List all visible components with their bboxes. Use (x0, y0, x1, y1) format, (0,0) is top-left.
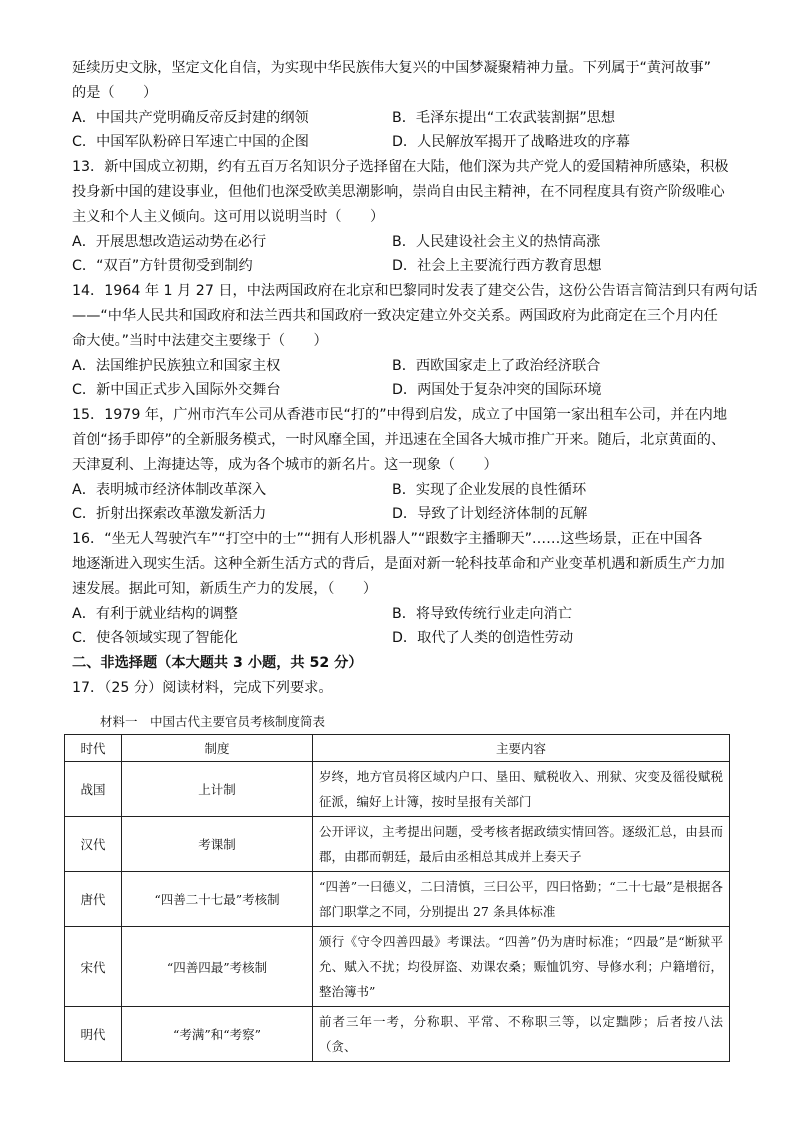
q12-options-row-1 (72, 106, 732, 131)
q13-option-c: C．“双百”方针贯彻受到制约 (72, 258, 253, 275)
cell-era: 明代 (65, 1007, 122, 1062)
q14-option-b: B．西欧国家走上了政治经济联合 (392, 357, 601, 374)
cell-system: “四善二十七最”考核制 (122, 872, 313, 927)
q13-option-d: D．社会上主要流行西方教育思想 (392, 258, 602, 275)
section-heading: 二、非选择题（本大题共 3 小题，共 52 分） (72, 655, 363, 672)
q16-stem-line-3: 速发展。据此可知，新质生产力的发展，（ ） (72, 580, 378, 597)
header-system: 制度 (122, 735, 313, 762)
q13-stem-line-2: 投身新中国的建设事业，但他们也深受欧美思潮影响，崇尚自由民主精神，在不同程度具有资产阶级唯心 (72, 183, 725, 200)
q12-option-b: B．毛泽东提出“工农武装割据”思想 (392, 109, 616, 126)
q16-option-c: C．使各领域实现了智能化 (72, 630, 238, 647)
q12-options-row-2 (72, 130, 732, 155)
q13-stem-line-3: 主义和个人主义倾向。这可用以说明当时（ ） (72, 208, 385, 225)
q13-stem-line-1: 13．新中国成立初期，约有五百万名知识分子选择留在大陆，他们深为共产党人的爱国精神所感染，积极 (72, 159, 729, 176)
q15-option-a: A．表明城市经济体制改革深入 (72, 481, 267, 498)
q14-option-a: A．法国维护民族独立和国家主权 (72, 357, 281, 374)
header-content: 主要内容 (313, 735, 730, 762)
cell-era: 汉代 (65, 817, 122, 872)
q13-option-a: A．开展思想改造运动势在必行 (72, 233, 267, 250)
cell-era: 宋代 (65, 927, 122, 1007)
q15-stem-line-1: 15．1979 年，广州市汽车公司从香港市民“打的”中得到启发，成立了中国第一家出租车公司，并在内地 (72, 407, 728, 424)
q16-stem-line-1: 16．“坐无人驾驶汽车”“打空中的士”“拥有人形机器人”“跟数字主播聊天”……这些场景，正在中国各 (72, 531, 703, 548)
q16-option-b: B．将导致传统行业走向消亡 (392, 605, 572, 622)
q13-option-b: B．人民建设社会主义的热情高涨 (392, 233, 601, 250)
cell-era: 唐代 (65, 872, 122, 927)
header-era: 时代 (65, 735, 122, 762)
q14-option-c: C．新中国正式步入国际外交舞台 (72, 382, 281, 399)
q15-stem-line-3: 天津夏利、上海捷达等，成为各个城市的新名片。这一现象（ ） (72, 456, 498, 473)
q14-stem-line-3: 命大使。”当时中法建交主要缘于（ ） (72, 332, 328, 349)
cell-system: 考课制 (122, 817, 313, 872)
q12-stem-line-2: 的是（ ） (72, 84, 158, 101)
q15-options-row-1 (72, 478, 732, 503)
table-row (65, 762, 730, 817)
question-page (72, 56, 758, 701)
cell-era: 战国 (65, 762, 122, 817)
q15-option-b: B．实现了企业发展的良性循环 (392, 481, 587, 498)
assessment-system-table (64, 734, 730, 1062)
q16-options-row-1 (72, 602, 732, 627)
cell-content: 公开评议，主考提出问题，受考核者据政绩实情回答。逐级汇总，由县而郡，由郡而朝廷，最后由丞相总其成并上奏天子 (313, 817, 730, 872)
q15-stem-line-2: 首创“扬手即停”的全新服务模式，一时风靡全国，并迅速在全国各大城市推广开来。随后，北京黄面的、 (72, 431, 726, 448)
table-row (65, 1007, 730, 1062)
q14-options-row-2 (72, 378, 732, 403)
table-header-row (65, 735, 730, 762)
q16-options-row-2 (72, 626, 732, 651)
q13-options-row-1 (72, 230, 732, 255)
cell-system: 上计制 (122, 762, 313, 817)
cell-system: “考满”和“考察” (122, 1007, 313, 1062)
q14-option-d: D．两国处于复杂冲突的国际环境 (392, 382, 602, 399)
q15-options-row-2 (72, 502, 732, 527)
cell-content: 颁行《守令四善四最》考课法。“四善”仍为唐时标准；“四最”是“断狱平允、赋入不扰；均役屏盗、劝课农桑；赈恤饥穷、导修水利；户籍增衍，整治簿书” (313, 927, 730, 1007)
q12-option-c: C．中国军队粉碎日军速亡中国的企图 (72, 134, 309, 151)
q16-option-d: D．取代了人类的创造性劳动 (392, 630, 574, 647)
table-row (65, 817, 730, 872)
q12-option-d: D．人民解放军揭开了战略进攻的序幕 (392, 134, 630, 151)
q12-stem-line-1: 延续历史文脉，坚定文化自信，为实现中华民族伟大复兴的中国梦凝聚精神力量。下列属于“黄河故事” (72, 60, 711, 76)
q12-option-a: A．中国共产党明确反帝反封建的纲领 (72, 109, 309, 126)
q15-option-d: D．导致了计划经济体制的瓦解 (392, 506, 588, 523)
table-row (65, 872, 730, 927)
q13-options-row-2 (72, 254, 732, 279)
table-caption: 材料一 中国古代主要官员考核制度简表 (100, 714, 326, 729)
cell-content: 岁终，地方官员将区域内户口、垦田、赋税收入、刑狱、灾变及徭役赋税征派，编好上计簿，按时呈报有关部门 (313, 762, 730, 817)
q16-option-a: A．有利于就业结构的调整 (72, 605, 238, 622)
cell-content: “四善”一曰德义，二曰清慎，三曰公平，四曰恪勤；“二十七最”是根据各部门职掌之不同，分别提出 27 条具体标准 (313, 872, 730, 927)
q14-stem-line-2: ——“中华人民共和国政府和法兰西共和国政府一致决定建立外交关系。两国政府为此商定在三个月内任 (72, 307, 718, 324)
q15-option-c: C．折射出探索改革激发新活力 (72, 506, 267, 523)
q16-stem-line-2: 地逐渐进入现实生活。这种全新生活方式的背后，是面对新一轮科技革命和产业变革机遇和新质生产力加 (72, 555, 725, 572)
q14-options-row-1 (72, 354, 732, 379)
q14-stem-line-1: 14．1964 年 1 月 27 日，中法两国政府在北京和巴黎同时发表了建交公告，这份公告语言简洁到只有两句话 (72, 283, 758, 300)
cell-system: “四善四最”考核制 (122, 927, 313, 1007)
table-row (65, 927, 730, 1007)
cell-content: 前者三年一考，分称职、平常、不称职三等，以定黜陟；后者按八法（贪、 (313, 1007, 730, 1062)
q17-stem: 17．（25 分）阅读材料，完成下列要求。 (72, 679, 333, 696)
